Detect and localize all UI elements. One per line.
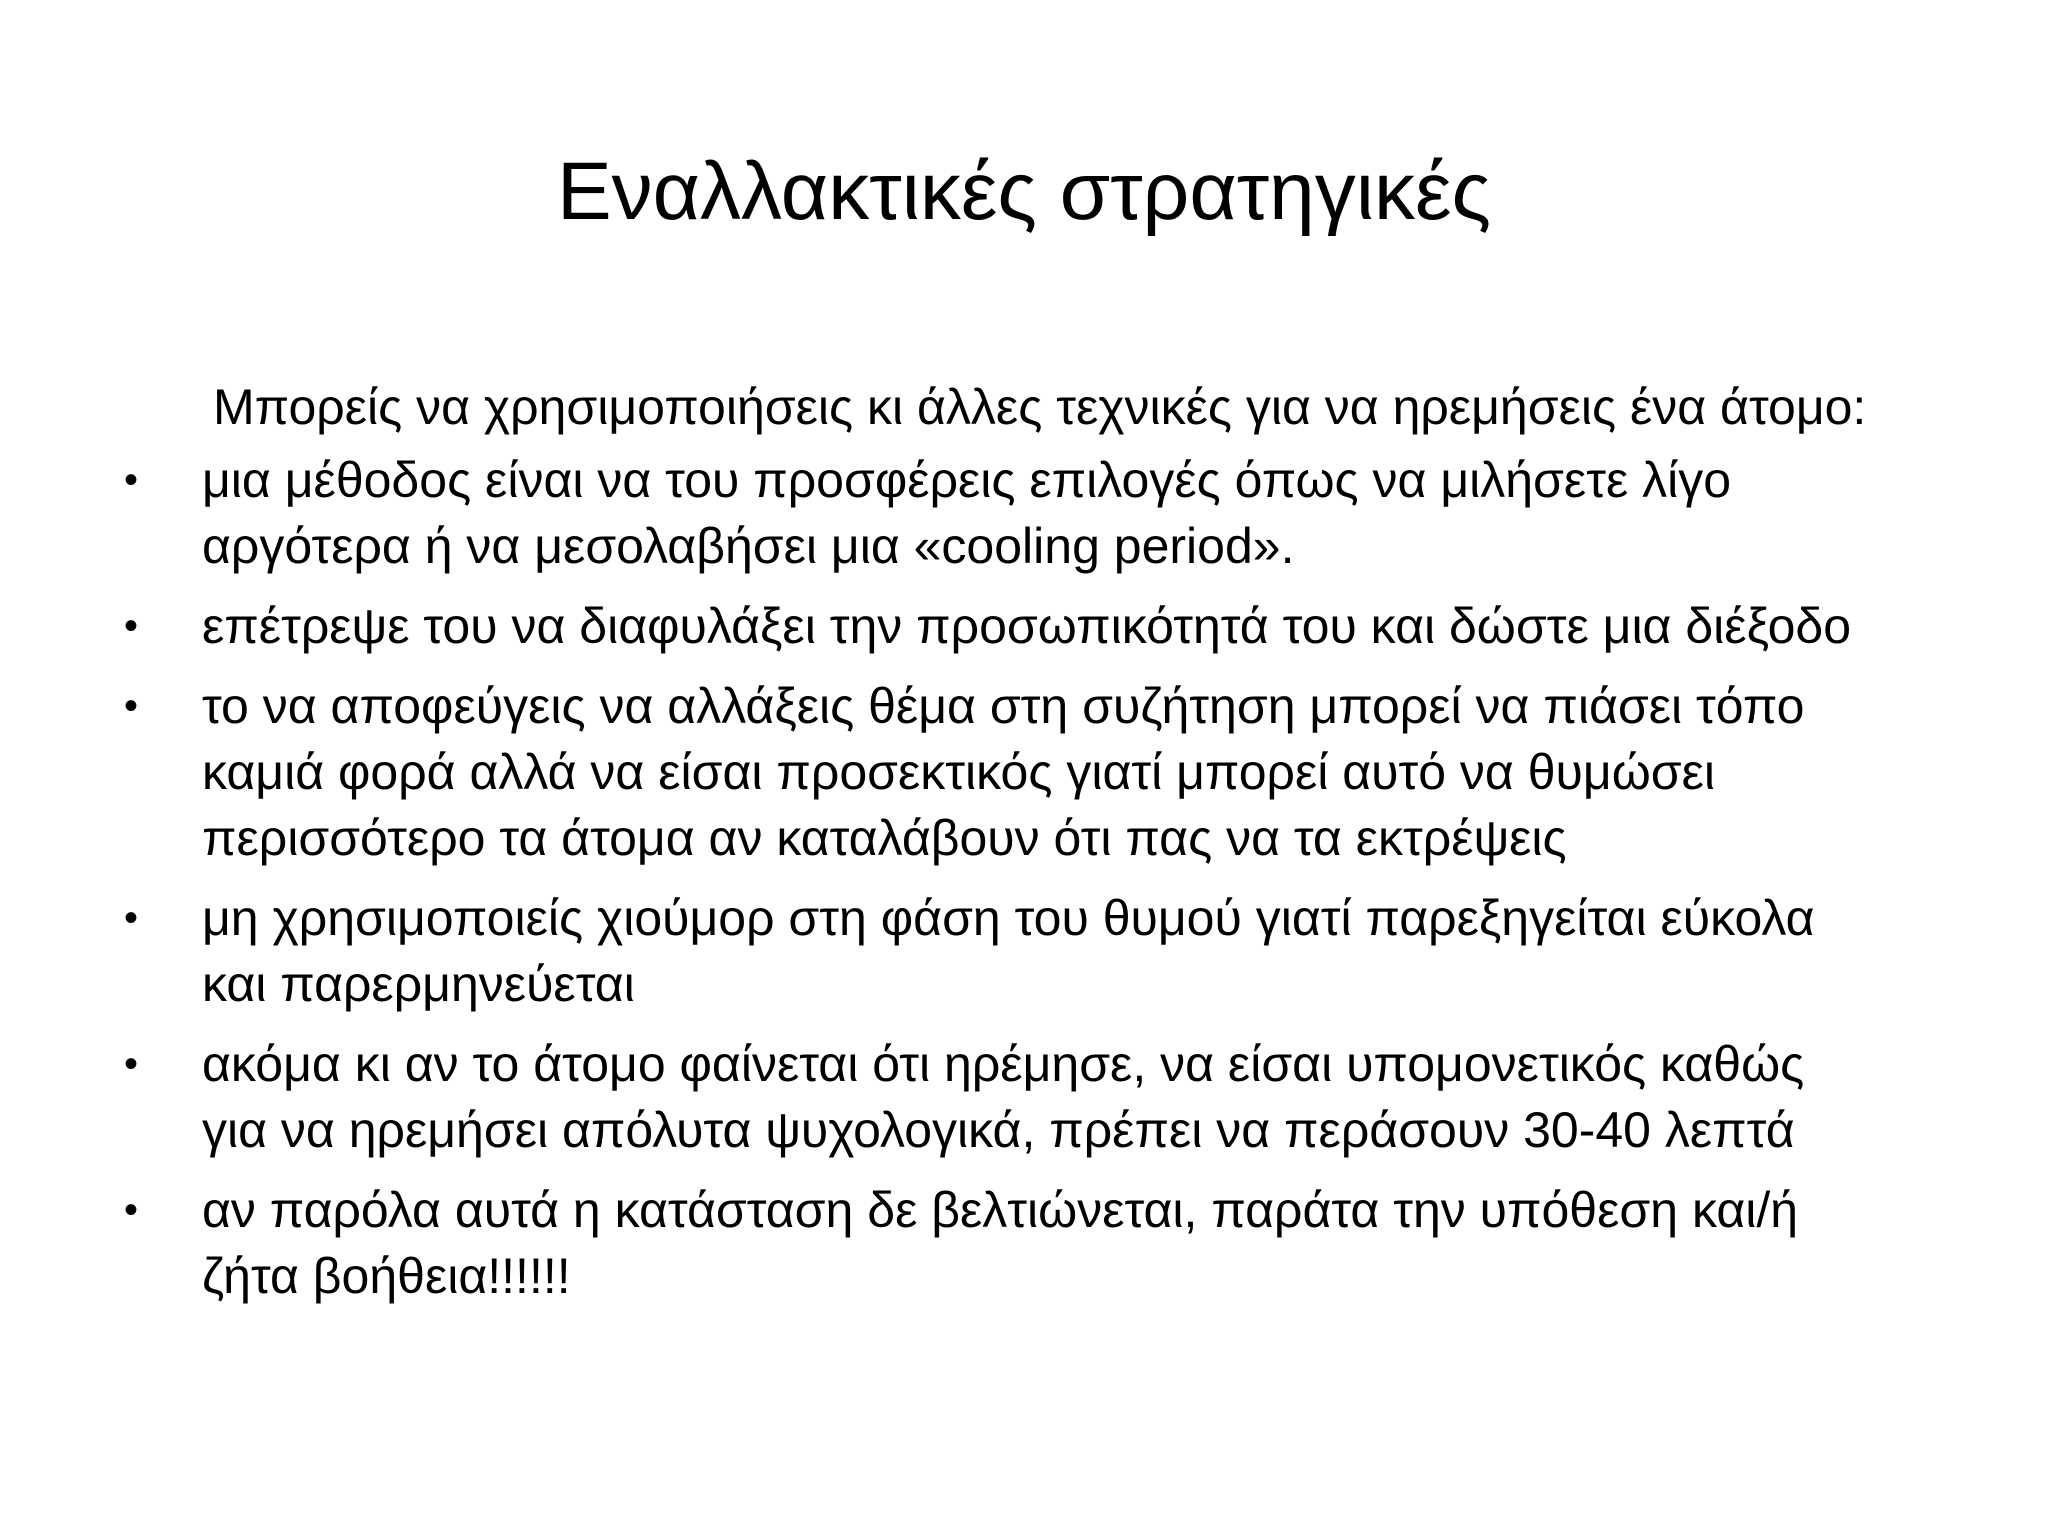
- bullet-item: [124, 673, 1984, 871]
- bullet-marker: •: [124, 458, 139, 502]
- slide-intro: Μπορείς να χρησιμοποιήσεις κι άλλες τεχνικές για να ηρεμήσεις ένα άτομο:: [213, 379, 1867, 435]
- bullet-text-line: περισσότερο τα άτομα αν καταλάβουν ότι πας να τα εκτρέψεις: [202, 810, 1567, 866]
- bullet-text-line: επέτρεψε του να διαφυλάξει την προσωπικότητά του και δώστε μια διέξοδο: [202, 598, 1852, 654]
- bullet-text-line: μια μέθοδος είναι να του προσφέρεις επιλογές όπως να μιλήσετε λίγο: [202, 452, 1732, 508]
- bullet-list: [124, 447, 1984, 1323]
- bullet-marker: •: [124, 684, 139, 728]
- bullet-text-line: αν παρόλα αυτά η κατάσταση δε βελτιώνεται, παράτα την υπόθεση και/ή: [202, 1182, 1799, 1238]
- slide-title: Εναλλακτικές στρατηγικές: [556, 146, 1492, 237]
- bullet-text-line: το να αποφεύγεις να αλλάξεις θέμα στη συζήτηση μπορεί να πιάσει τόπο: [202, 678, 1805, 734]
- bullet-item: [124, 885, 1984, 1017]
- bullet-item: [124, 1031, 1984, 1163]
- bullet-text-line: καμιά φορά αλλά να είσαι προσεκτικός γιατί μπορεί αυτό να θυμώσει: [202, 744, 1715, 800]
- bullet-marker: •: [124, 1042, 139, 1086]
- bullet-item: [124, 593, 1984, 659]
- bullet-marker: •: [124, 604, 139, 648]
- bullet-text-line: αργότερα ή να μεσολαβήσει μια «cooling period».: [202, 518, 1295, 574]
- bullet-text-line: για να ηρεμήσει απόλυτα ψυχολογικά, πρέπει να περάσουν 30-40 λεπτά: [202, 1102, 1795, 1158]
- bullet-item: [124, 1177, 1984, 1309]
- bullet-item: [124, 447, 1984, 579]
- bullet-text-line: μη χρησιμοποιείς χιούμορ στη φάση του θυμού γιατί παρεξηγείται εύκολα: [202, 890, 1815, 946]
- bullet-marker: •: [124, 896, 139, 940]
- bullet-text-line: ζήτα βοήθεια!!!!!!: [202, 1248, 571, 1304]
- bullet-marker: •: [124, 1188, 139, 1232]
- bullet-text-line: και παρερμηνεύεται: [202, 956, 635, 1012]
- bullet-text-line: ακόμα κι αν το άτομο φαίνεται ότι ηρέμησε, να είσαι υπομονετικός καθώς: [202, 1036, 1805, 1092]
